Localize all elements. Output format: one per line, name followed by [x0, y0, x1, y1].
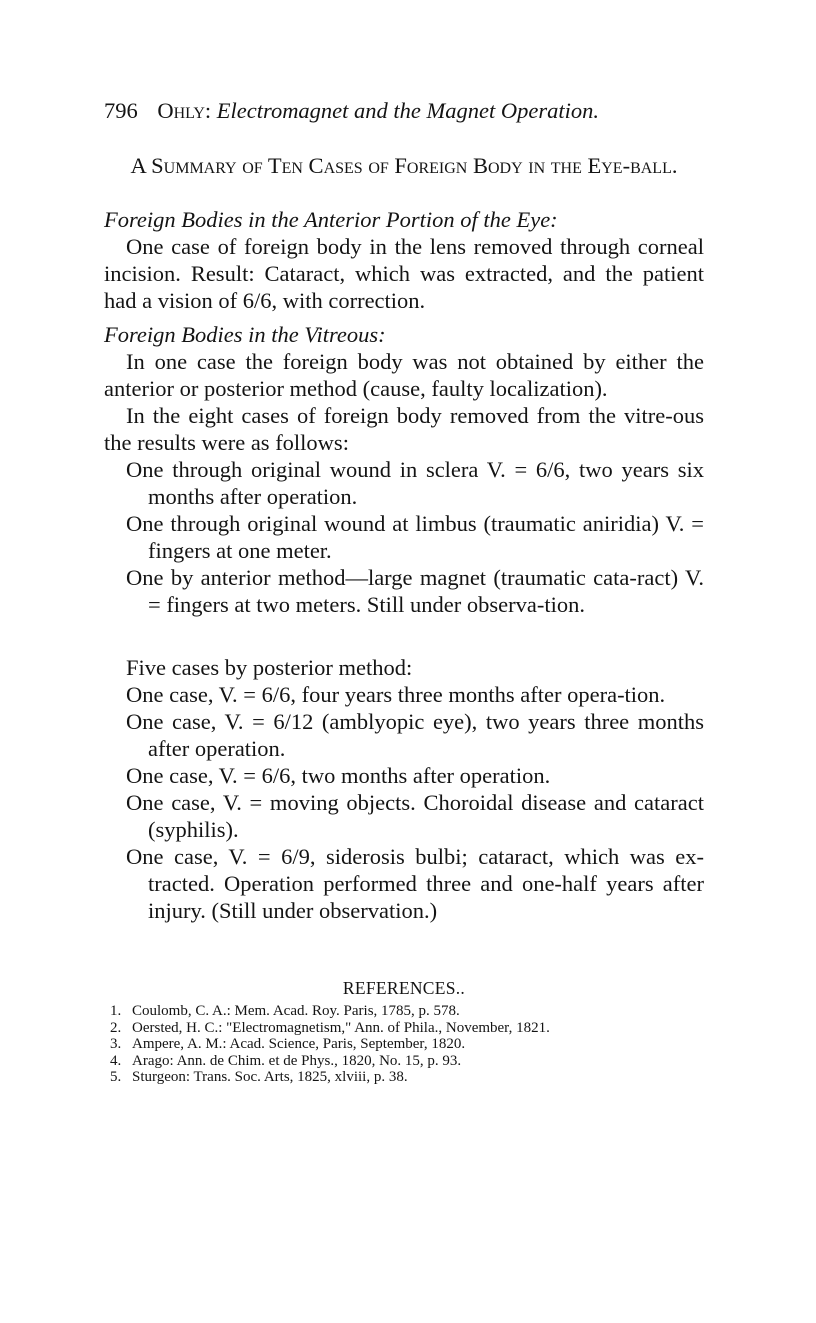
header-title: Electromagnet and the Magnet Operation.	[216, 98, 600, 123]
page-number: 796	[104, 98, 138, 123]
reference-item	[110, 1069, 550, 1086]
anterior-heading: Foreign Bodies in the Anterior Portion of the Eye:	[104, 207, 558, 232]
posterior-section	[104, 654, 704, 924]
anterior-paragraph: One case of foreign body in the lens removed through corneal incision. Result: Cataract, which was extracted, and the patient had a vision of 6/6, with correction.	[104, 234, 704, 313]
vitreous-heading: Foreign Bodies in the Vitreous:	[104, 322, 386, 347]
posterior-case-item: One case, V. = 6/6, four years three months after opera-tion.	[126, 682, 666, 707]
posterior-intro: Five cases by posterior method:	[126, 655, 413, 680]
reference-item	[110, 1020, 550, 1037]
vitreous-paragraph-2: In the eight cases of foreign body removed from the vitre-ous the results were as follows:	[104, 403, 704, 455]
references-heading: REFERENCES..	[342, 978, 466, 998]
posterior-case-item: One case, V. = 6/12 (amblyopic eye), two years three months after operation.	[126, 709, 704, 761]
summary-title: A Summary of Ten Cases of Foreign Body in the Eye-ball.	[130, 153, 678, 178]
header-separator: :	[204, 98, 212, 123]
posterior-case-item: One case, V. = 6/6, two months after operation.	[126, 763, 551, 788]
case-item: One through original wound at limbus (traumatic aniridia) V. = fingers at one meter.	[126, 511, 704, 563]
reference-text: Sturgeon: Trans. Soc. Arts, 1825, xlviii, p. 38.	[132, 1069, 408, 1085]
anterior-section	[104, 206, 704, 314]
reference-text: Coulomb, C. A.: Mem. Acad. Roy. Paris, 1785, p. 578.	[132, 1003, 460, 1019]
posterior-case-item: One case, V. = moving objects. Choroidal disease and cataract (syphilis).	[126, 790, 704, 842]
reference-text: Arago: Ann. de Chim. et de Phys., 1820, No. 15, p. 93.	[132, 1052, 462, 1069]
case-item: One through original wound in sclera V. = 6/6, two years six months after operation.	[126, 457, 704, 509]
reference-text: Oersted, H. C.: "Electromagnetism," Ann. of Phila., November, 1821.	[132, 1019, 550, 1036]
references-list	[110, 1003, 550, 1086]
vitreous-section	[104, 321, 704, 618]
case-item: One by anterior method—large magnet (traumatic cata-ract) V. = fingers at two meters. Still under observa-tion.	[126, 565, 704, 617]
reference-item	[110, 1036, 550, 1053]
reference-number: 5.	[110, 1069, 122, 1085]
vitreous-paragraph-1: In one case the foreign body was not obtained by either the anterior or posterior method (cause, faulty localization).	[104, 349, 704, 401]
reference-text: Ampere, A. M.: Acad. Science, Paris, September, 1820.	[132, 1036, 466, 1052]
posterior-case-item: One case, V. = 6/9, siderosis bulbi; cataract, which was ex-tracted. Operation performed three and one-half years after injury. (Still under observation.)	[126, 844, 704, 923]
reference-number: 4.	[110, 1052, 122, 1069]
header-author: Ohly	[157, 98, 205, 123]
reference-number: 1.	[110, 1003, 122, 1019]
running-header	[104, 98, 599, 124]
reference-number: 3.	[110, 1036, 122, 1052]
reference-item	[110, 1053, 550, 1070]
reference-number: 2.	[110, 1019, 122, 1036]
reference-item	[110, 1003, 550, 1020]
